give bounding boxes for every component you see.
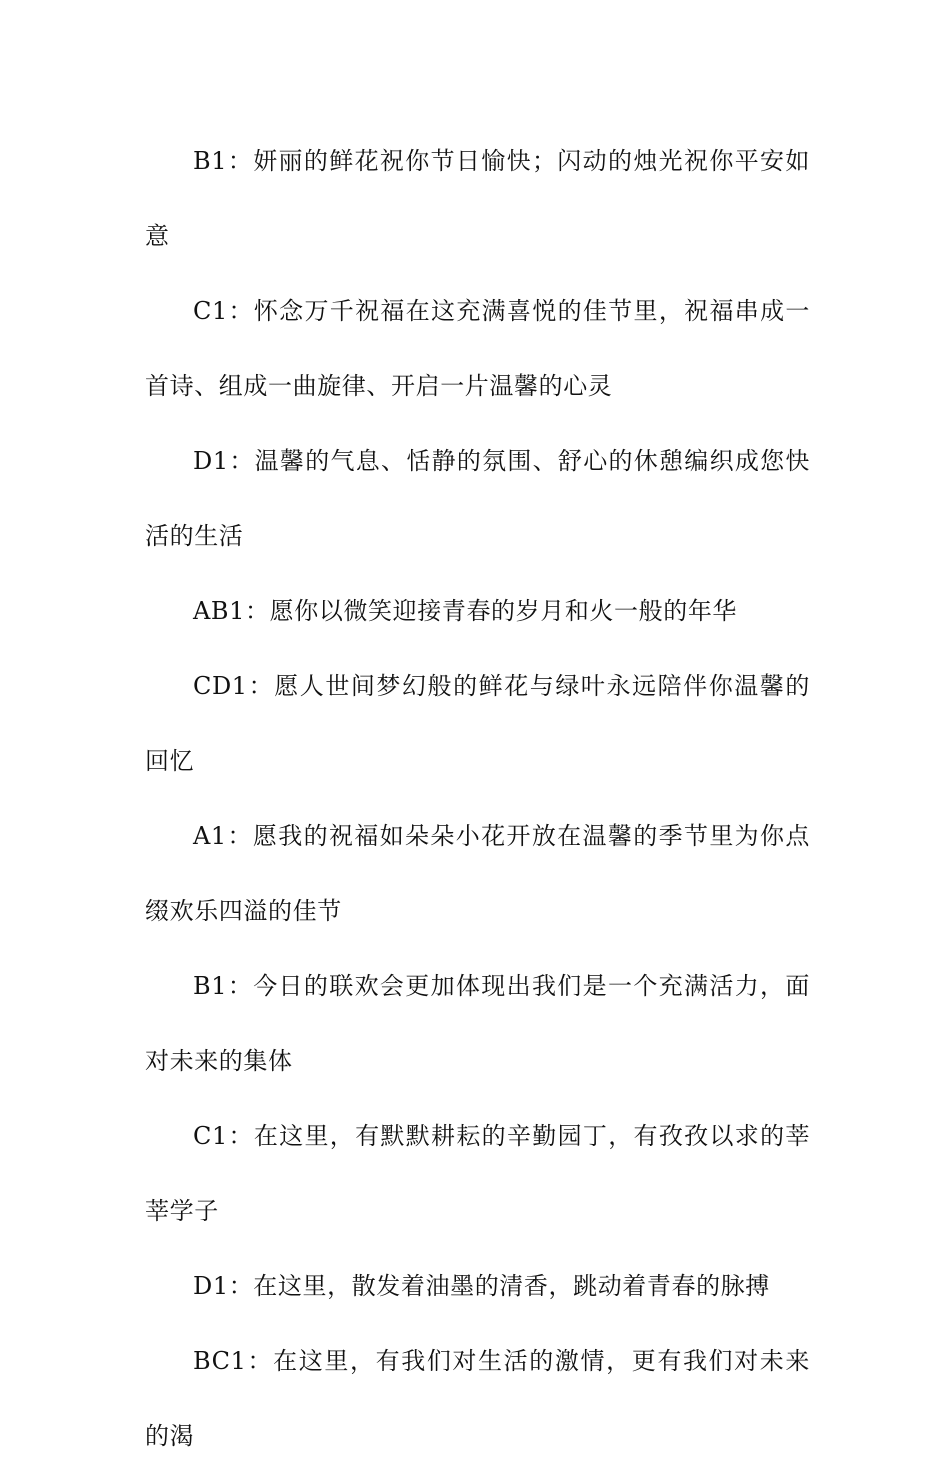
paragraph-b1-party: B1：今日的联欢会更加体现出我们是一个充满活力，面对未来的集体	[145, 972, 810, 1075]
paragraph-b1-flowers: B1：妍丽的鲜花祝你节日愉快；闪动的烛光祝你平安如意	[145, 147, 810, 250]
paragraph-c1-gardeners: C1：在这里，有默默耕耘的辛勤园丁，有孜孜以求的莘莘学子	[145, 1122, 810, 1225]
document-body	[145, 124, 810, 1474]
paragraph-d1-atmosphere: D1：温馨的气息、恬静的氛围、舒心的休憩编织成您快活的生活	[145, 447, 810, 550]
paragraph-bc1-passion: BC1：在这里，有我们对生活的激情，更有我们对未来的渴	[145, 1347, 810, 1450]
paragraph-a1-festival: A1：愿我的祝福如朵朵小花开放在温馨的季节里为你点缀欢乐四溢的佳节	[145, 822, 810, 925]
paragraph-d1-ink: D1：在这里，散发着油墨的清香，跳动着青春的脉搏	[193, 1272, 770, 1300]
paragraph-ab1-youth: AB1：愿你以微笑迎接青春的岁月和火一般的年华	[193, 597, 738, 625]
paragraph-cd1-memories: CD1：愿人世间梦幻般的鲜花与绿叶永远陪伴你温馨的回忆	[145, 672, 810, 775]
paragraph-c1-blessings: C1：怀念万千祝福在这充满喜悦的佳节里，祝福串成一首诗、组成一曲旋律、开启一片温馨的心灵	[145, 297, 810, 400]
